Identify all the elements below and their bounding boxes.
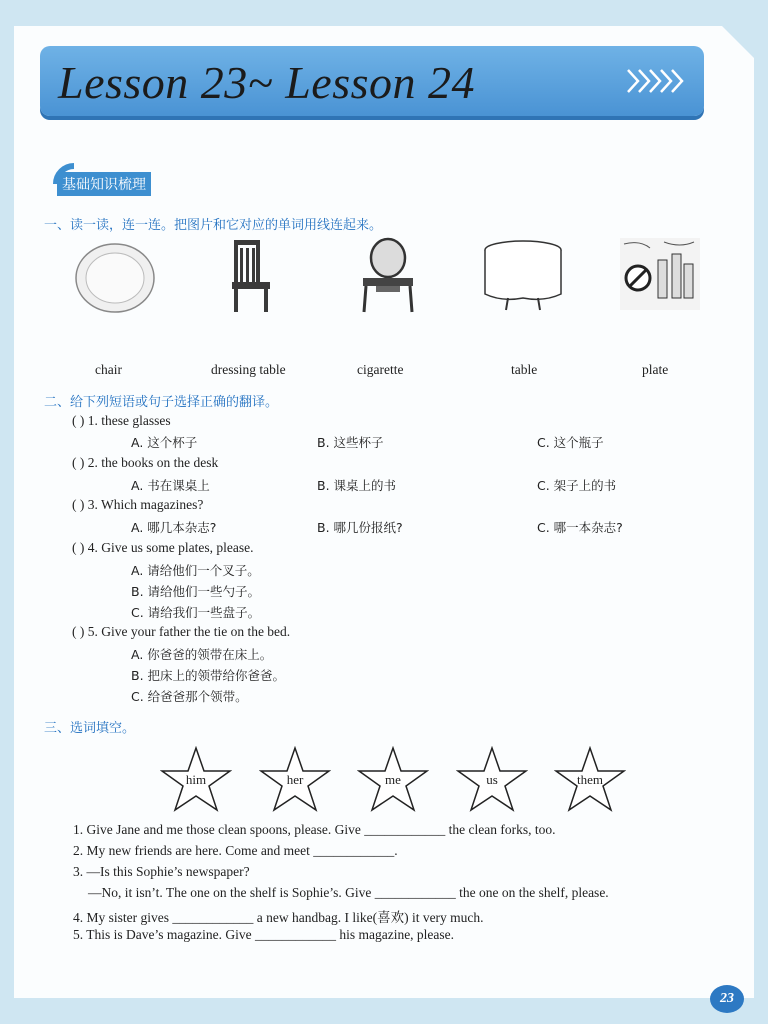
option-4b: B. 请给他们一些勺子。 bbox=[131, 584, 261, 599]
question-1: ( ) 1. these glasses bbox=[72, 413, 171, 428]
star-word-me: me bbox=[385, 772, 401, 787]
fill-sentence-3q: 3. —Is this Sophie’s newspaper? bbox=[73, 864, 250, 879]
option-1a: A. 这个杯子 bbox=[131, 435, 198, 450]
page-number: 23 bbox=[710, 985, 744, 1013]
word-cigarette: cigarette bbox=[357, 362, 404, 377]
word-table: table bbox=[511, 362, 538, 377]
word-dressing-table: dressing table bbox=[211, 362, 286, 377]
option-4c: C. 请给我们一些盘子。 bbox=[131, 605, 261, 620]
option-5a: A. 你爸爸的领带在床上。 bbox=[131, 647, 273, 662]
option-4a: A. 请给他们一个叉子。 bbox=[131, 563, 260, 578]
table-picture bbox=[482, 238, 564, 312]
fill-sentence-5: 5. This is Dave’s magazine. Give ____________ his magazine, please. bbox=[73, 927, 455, 942]
question-2: ( ) 2. the books on the desk bbox=[72, 455, 219, 470]
star-word-us: us bbox=[486, 772, 498, 787]
question-4: ( ) 4. Give us some plates, please. bbox=[72, 540, 254, 555]
dressing-table-picture bbox=[360, 236, 416, 314]
option-3b: B. 哪几份报纸? bbox=[317, 520, 403, 535]
question-5: ( ) 5. Give your father the tie on the bed. bbox=[72, 624, 291, 639]
fill-sentence-3a: —No, it isn’t. The one on the shelf is Sophie’s. Give ____________ the one on the shelf, please. bbox=[88, 885, 609, 900]
part2-heading: 二、给下列短语或句子选择正确的翻译。 bbox=[44, 395, 279, 410]
fill-sentence-2: 2. My new friends are here. Come and meet ____________. bbox=[73, 843, 398, 858]
star-word-him: him bbox=[185, 772, 207, 787]
option-2b: B. 课桌上的书 bbox=[317, 478, 397, 493]
part1-heading: 一、读一读，连一连。把图片和它对应的单词用线连起来。 bbox=[44, 218, 383, 233]
word-chair: chair bbox=[95, 362, 122, 377]
page-corner bbox=[722, 26, 754, 58]
option-5b: B. 把床上的领带给你爸爸。 bbox=[131, 668, 286, 683]
cigarette-picture bbox=[620, 238, 700, 310]
chevrons-icon bbox=[624, 64, 694, 98]
option-2c: C. 架子上的书 bbox=[537, 478, 617, 493]
option-2a: A. 书在课桌上 bbox=[131, 478, 210, 493]
star-word-her: her bbox=[286, 772, 304, 787]
lesson-title: Lesson 23~ Lesson 24 bbox=[58, 57, 475, 108]
option-3a: A. 哪几本杂志? bbox=[131, 520, 217, 535]
fill-sentence-4: 4. My sister gives ____________ a new handbag. I like(喜欢) it very much. bbox=[73, 910, 484, 925]
word-plate: plate bbox=[642, 362, 669, 377]
star-word-them: them bbox=[577, 772, 603, 787]
question-3: ( ) 3. Which magazines? bbox=[72, 497, 204, 512]
part3-heading: 三、选词填空。 bbox=[44, 721, 136, 736]
option-3c: C. 哪一本杂志? bbox=[537, 520, 623, 535]
plate-picture bbox=[74, 242, 156, 314]
chair-picture bbox=[226, 238, 274, 314]
option-1b: B. 这些杯子 bbox=[317, 435, 384, 450]
section-label: 基础知识梳理 bbox=[57, 172, 151, 196]
fill-sentence-1: 1. Give Jane and me those clean spoons, please. Give ____________ the clean forks, too. bbox=[73, 822, 556, 837]
option-5c: C. 给爸爸那个领带。 bbox=[131, 689, 248, 704]
option-1c: C. 这个瓶子 bbox=[537, 435, 604, 450]
